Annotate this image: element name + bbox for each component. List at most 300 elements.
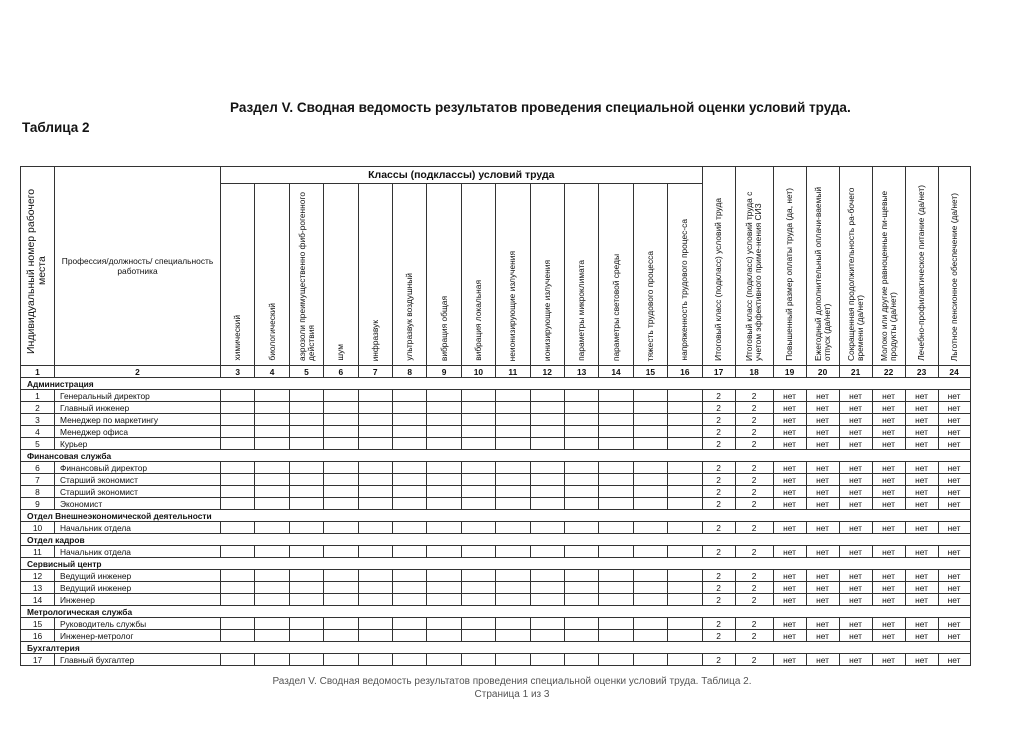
guarantee-flag: нет	[806, 618, 839, 630]
section-row	[21, 642, 971, 654]
section-row	[21, 606, 971, 618]
factor-class-cell	[461, 582, 495, 594]
factor-class-cell	[530, 426, 564, 438]
factor-class-cell	[530, 462, 564, 474]
guarantee-flag: нет	[839, 390, 872, 402]
factor-class-cell	[289, 570, 323, 582]
factor-class-cell	[324, 426, 358, 438]
guarantee-flag: нет	[773, 426, 806, 438]
factor-class-cell	[496, 414, 530, 426]
factor-class-cell	[496, 570, 530, 582]
factor-class-cell	[530, 582, 564, 594]
factor-class-cell	[633, 462, 667, 474]
section-row	[21, 510, 971, 522]
section-title: Отдел кадров	[21, 534, 971, 546]
factor-class-cell	[324, 654, 358, 666]
factor-class-cell	[564, 414, 598, 426]
guarantee-flag: нет	[905, 414, 938, 426]
table-row	[21, 438, 971, 450]
header-row-numbers	[21, 366, 971, 378]
column-number-18: 18	[735, 366, 773, 378]
factor-class-cell	[255, 438, 289, 450]
factor-class-cell	[358, 486, 392, 498]
factor-class-cell	[668, 654, 703, 666]
factor-class-cell	[633, 594, 667, 606]
factor-class-cell	[496, 618, 530, 630]
factor-class-cell	[358, 414, 392, 426]
factor-class-cell	[289, 426, 323, 438]
guarantee-flag: нет	[872, 570, 905, 582]
factor-class-cell	[255, 582, 289, 594]
column-number-16: 16	[668, 366, 703, 378]
guarantee-flag: нет	[872, 498, 905, 510]
factor-class-cell	[427, 582, 461, 594]
guarantee-flag: нет	[839, 570, 872, 582]
factor-class-cell	[496, 474, 530, 486]
factor-class-cell	[324, 582, 358, 594]
factor-class-cell	[496, 654, 530, 666]
guarantee-flag: нет	[905, 402, 938, 414]
factor-class-cell	[255, 414, 289, 426]
workplace-number: 14	[21, 594, 55, 606]
factor-class-cell	[530, 486, 564, 498]
final-class: 2	[702, 462, 735, 474]
workplace-number: 15	[21, 618, 55, 630]
guarantee-flag: нет	[839, 594, 872, 606]
factor-class-cell	[427, 522, 461, 534]
factor-class-cell	[358, 570, 392, 582]
workplace-number: 11	[21, 546, 55, 558]
factor-class-cell	[392, 630, 426, 642]
factor-class-cell	[496, 582, 530, 594]
factor-class-cell	[564, 594, 598, 606]
column-number-15: 15	[633, 366, 667, 378]
factor-class-cell	[427, 426, 461, 438]
header-factor-3: химический	[221, 184, 255, 366]
workplace-number: 16	[21, 630, 55, 642]
table-label: Таблица 2	[22, 120, 90, 135]
guarantee-flag: нет	[872, 414, 905, 426]
factor-class-cell	[324, 618, 358, 630]
final-class: 2	[702, 402, 735, 414]
workplace-number: 13	[21, 582, 55, 594]
header-tail-20: Ежегодный дополнительный оплачи-ваемый отпуск (да/нет)	[806, 167, 839, 366]
factor-class-cell	[221, 522, 255, 534]
factor-class-cell	[221, 390, 255, 402]
factor-class-cell	[599, 414, 633, 426]
factor-class-cell	[633, 390, 667, 402]
table-row	[21, 630, 971, 642]
factor-class-cell	[496, 630, 530, 642]
factor-class-cell	[289, 582, 323, 594]
header-factor-4: биологический	[255, 184, 289, 366]
factor-class-cell	[633, 402, 667, 414]
factor-class-cell	[324, 546, 358, 558]
guarantee-flag: нет	[905, 498, 938, 510]
guarantee-flag: нет	[806, 474, 839, 486]
factor-class-cell	[599, 546, 633, 558]
factor-class-cell	[255, 402, 289, 414]
factor-class-cell	[564, 402, 598, 414]
factor-class-cell	[668, 474, 703, 486]
factor-class-cell	[358, 498, 392, 510]
factor-class-cell	[530, 522, 564, 534]
section-row	[21, 534, 971, 546]
factor-class-cell	[496, 462, 530, 474]
factor-class-cell	[668, 582, 703, 594]
factor-class-cell	[668, 402, 703, 414]
factor-class-cell	[461, 474, 495, 486]
final-class-with-ppe: 2	[735, 426, 773, 438]
guarantee-flag: нет	[773, 462, 806, 474]
guarantee-flag: нет	[806, 414, 839, 426]
factor-class-cell	[358, 654, 392, 666]
factor-class-cell	[599, 582, 633, 594]
final-class: 2	[702, 630, 735, 642]
column-number-6: 6	[324, 366, 358, 378]
guarantee-flag: нет	[839, 522, 872, 534]
table-row	[21, 426, 971, 438]
section-title: Бухгалтерия	[21, 642, 971, 654]
factor-class-cell	[633, 570, 667, 582]
column-number-23: 23	[905, 366, 938, 378]
column-number-20: 20	[806, 366, 839, 378]
factor-class-cell	[461, 402, 495, 414]
header-factor-8: ультразвук воздушный	[392, 184, 426, 366]
factor-class-cell	[427, 546, 461, 558]
factor-class-cell	[633, 438, 667, 450]
profession-name: Курьер	[55, 438, 221, 450]
factor-class-cell	[427, 654, 461, 666]
factor-class-cell	[392, 438, 426, 450]
section-title: Метрологическая служба	[21, 606, 971, 618]
factor-class-cell	[461, 546, 495, 558]
guarantee-flag: нет	[773, 594, 806, 606]
table-row	[21, 522, 971, 534]
guarantee-flag: нет	[839, 462, 872, 474]
factor-class-cell	[221, 594, 255, 606]
factor-class-cell	[221, 498, 255, 510]
factor-class-cell	[530, 390, 564, 402]
guarantee-flag: нет	[872, 522, 905, 534]
workplace-number: 6	[21, 462, 55, 474]
factor-class-cell	[392, 486, 426, 498]
final-class: 2	[702, 498, 735, 510]
factor-class-cell	[599, 426, 633, 438]
profession-name: Старший экономист	[55, 486, 221, 498]
guarantee-flag: нет	[872, 474, 905, 486]
factor-class-cell	[564, 438, 598, 450]
guarantee-flag: нет	[839, 474, 872, 486]
guarantee-flag: нет	[806, 654, 839, 666]
guarantee-flag: нет	[806, 522, 839, 534]
guarantee-flag: нет	[806, 498, 839, 510]
factor-class-cell	[289, 462, 323, 474]
guarantee-flag: нет	[938, 486, 970, 498]
guarantee-flag: нет	[872, 594, 905, 606]
guarantee-flag: нет	[839, 546, 872, 558]
table-row	[21, 474, 971, 486]
factor-class-cell	[392, 462, 426, 474]
factor-class-cell	[633, 654, 667, 666]
factor-class-cell	[427, 390, 461, 402]
profession-name: Начальник отдела	[55, 546, 221, 558]
factor-class-cell	[599, 402, 633, 414]
profession-name: Генеральный директор	[55, 390, 221, 402]
guarantee-flag: нет	[773, 570, 806, 582]
factor-class-cell	[324, 414, 358, 426]
guarantee-flag: нет	[806, 486, 839, 498]
table-row	[21, 462, 971, 474]
table-row	[21, 582, 971, 594]
header-row-top	[21, 167, 971, 184]
profession-name: Ведущий инженер	[55, 570, 221, 582]
guarantee-flag: нет	[872, 462, 905, 474]
factor-class-cell	[668, 414, 703, 426]
factor-class-cell	[427, 630, 461, 642]
section-title: Отдел Внешнеэкономической деятельности	[21, 510, 971, 522]
factor-class-cell	[358, 618, 392, 630]
final-class-with-ppe: 2	[735, 438, 773, 450]
guarantee-flag: нет	[806, 438, 839, 450]
column-number-9: 9	[427, 366, 461, 378]
header-tail-18: Итоговый класс (подкласс) условий труда с учетом эффективного приме-нения СИЗ	[735, 167, 773, 366]
guarantee-flag: нет	[938, 438, 970, 450]
final-class-with-ppe: 2	[735, 390, 773, 402]
table-row	[21, 546, 971, 558]
guarantee-flag: нет	[773, 486, 806, 498]
factor-class-cell	[358, 462, 392, 474]
guarantee-flag: нет	[938, 546, 970, 558]
guarantee-flag: нет	[938, 570, 970, 582]
factor-class-cell	[358, 474, 392, 486]
column-number-11: 11	[496, 366, 530, 378]
factor-class-cell	[392, 546, 426, 558]
factor-class-cell	[289, 618, 323, 630]
factor-class-cell	[599, 618, 633, 630]
factor-class-cell	[599, 462, 633, 474]
factor-class-cell	[289, 594, 323, 606]
guarantee-flag: нет	[806, 630, 839, 642]
factor-class-cell	[633, 498, 667, 510]
factor-class-cell	[564, 462, 598, 474]
table-row	[21, 594, 971, 606]
guarantee-flag: нет	[839, 582, 872, 594]
guarantee-flag: нет	[773, 438, 806, 450]
final-class-with-ppe: 2	[735, 630, 773, 642]
guarantee-flag: нет	[938, 414, 970, 426]
guarantee-flag: нет	[872, 546, 905, 558]
factor-class-cell	[289, 654, 323, 666]
factor-class-cell	[668, 546, 703, 558]
table-row	[21, 654, 971, 666]
final-class-with-ppe: 2	[735, 522, 773, 534]
profession-name: Начальник отдела	[55, 522, 221, 534]
factor-class-cell	[530, 438, 564, 450]
footer-caption: Раздел V. Сводная ведомость результатов проведения специальной оценки условий труда. Таблица 2.	[272, 676, 752, 687]
column-number-24: 24	[938, 366, 970, 378]
summary-table	[20, 166, 971, 666]
factor-class-cell	[392, 654, 426, 666]
factor-class-cell	[427, 594, 461, 606]
factor-class-cell	[358, 390, 392, 402]
profession-name: Руководитель службы	[55, 618, 221, 630]
factor-class-cell	[564, 522, 598, 534]
guarantee-flag: нет	[839, 438, 872, 450]
final-class: 2	[702, 546, 735, 558]
guarantee-flag: нет	[872, 390, 905, 402]
factor-class-cell	[221, 630, 255, 642]
guarantee-flag: нет	[872, 402, 905, 414]
header-tail-17: Итоговый класс (подкласс) условий труда	[702, 167, 735, 366]
factor-class-cell	[392, 582, 426, 594]
factor-class-cell	[530, 654, 564, 666]
profession-name: Экономист	[55, 498, 221, 510]
factor-class-cell	[668, 570, 703, 582]
guarantee-flag: нет	[872, 618, 905, 630]
factor-class-cell	[255, 498, 289, 510]
guarantee-flag: нет	[905, 522, 938, 534]
column-number-17: 17	[702, 366, 735, 378]
factor-class-cell	[358, 630, 392, 642]
guarantee-flag: нет	[872, 582, 905, 594]
factor-class-cell	[289, 486, 323, 498]
factor-class-cell	[530, 402, 564, 414]
factor-class-cell	[289, 474, 323, 486]
factor-class-cell	[668, 522, 703, 534]
factor-class-cell	[633, 546, 667, 558]
factor-class-cell	[668, 630, 703, 642]
header-classes-group: Классы (подклассы) условий труда	[221, 167, 703, 184]
factor-class-cell	[633, 630, 667, 642]
column-number-5: 5	[289, 366, 323, 378]
final-class: 2	[702, 522, 735, 534]
factor-class-cell	[633, 414, 667, 426]
factor-class-cell	[599, 570, 633, 582]
factor-class-cell	[392, 498, 426, 510]
profession-name: Финансовый директор	[55, 462, 221, 474]
column-number-14: 14	[599, 366, 633, 378]
factor-class-cell	[564, 618, 598, 630]
guarantee-flag: нет	[773, 630, 806, 642]
final-class: 2	[702, 570, 735, 582]
guarantee-flag: нет	[806, 390, 839, 402]
header-tail-24: Льготное пенсионное обеспечение (да/нет)	[938, 167, 970, 366]
guarantee-flag: нет	[905, 582, 938, 594]
factor-class-cell	[255, 570, 289, 582]
factor-class-cell	[289, 414, 323, 426]
guarantee-flag: нет	[773, 402, 806, 414]
factor-class-cell	[530, 630, 564, 642]
header-factor-16: напряженность трудового процес-са	[668, 184, 703, 366]
factor-class-cell	[530, 570, 564, 582]
factor-class-cell	[221, 654, 255, 666]
guarantee-flag: нет	[905, 438, 938, 450]
factor-class-cell	[530, 594, 564, 606]
factor-class-cell	[668, 618, 703, 630]
header-tail-19: Повышенный размер оплаты труда (да, нет)	[773, 167, 806, 366]
workplace-number: 17	[21, 654, 55, 666]
factor-class-cell	[496, 594, 530, 606]
factor-class-cell	[255, 522, 289, 534]
final-class-with-ppe: 2	[735, 594, 773, 606]
factor-class-cell	[427, 402, 461, 414]
factor-class-cell	[358, 402, 392, 414]
table-row	[21, 486, 971, 498]
guarantee-flag: нет	[905, 594, 938, 606]
factor-class-cell	[324, 462, 358, 474]
final-class: 2	[702, 618, 735, 630]
profession-name: Инженер	[55, 594, 221, 606]
guarantee-flag: нет	[905, 618, 938, 630]
factor-class-cell	[221, 462, 255, 474]
guarantee-flag: нет	[806, 570, 839, 582]
factor-class-cell	[427, 438, 461, 450]
table-row	[21, 402, 971, 414]
factor-class-cell	[221, 426, 255, 438]
guarantee-flag: нет	[872, 426, 905, 438]
factor-class-cell	[289, 522, 323, 534]
factor-class-cell	[358, 546, 392, 558]
factor-class-cell	[324, 402, 358, 414]
factor-class-cell	[221, 570, 255, 582]
final-class: 2	[702, 414, 735, 426]
factor-class-cell	[599, 630, 633, 642]
guarantee-flag: нет	[872, 438, 905, 450]
factor-class-cell	[427, 462, 461, 474]
header-factor-5: аэрозоли преимущественно фиб-рогенного действия	[289, 184, 323, 366]
workplace-number: 8	[21, 486, 55, 498]
column-number-19: 19	[773, 366, 806, 378]
factor-class-cell	[427, 618, 461, 630]
header-factor-12: ионизирующие излучения	[530, 184, 564, 366]
factor-class-cell	[221, 474, 255, 486]
guarantee-flag: нет	[938, 594, 970, 606]
guarantee-flag: нет	[839, 486, 872, 498]
factor-class-cell	[255, 426, 289, 438]
guarantee-flag: нет	[905, 462, 938, 474]
guarantee-flag: нет	[773, 522, 806, 534]
factor-class-cell	[289, 498, 323, 510]
guarantee-flag: нет	[938, 474, 970, 486]
factor-class-cell	[530, 546, 564, 558]
guarantee-flag: нет	[905, 390, 938, 402]
final-class-with-ppe: 2	[735, 462, 773, 474]
header-factor-9: вибрация общая	[427, 184, 461, 366]
guarantee-flag: нет	[806, 582, 839, 594]
final-class-with-ppe: 2	[735, 618, 773, 630]
guarantee-flag: нет	[905, 426, 938, 438]
factor-class-cell	[392, 522, 426, 534]
final-class: 2	[702, 654, 735, 666]
workplace-number: 7	[21, 474, 55, 486]
factor-class-cell	[255, 546, 289, 558]
column-number-3: 3	[221, 366, 255, 378]
factor-class-cell	[530, 498, 564, 510]
table-row	[21, 618, 971, 630]
factor-class-cell	[564, 498, 598, 510]
column-number-13: 13	[564, 366, 598, 378]
factor-class-cell	[392, 414, 426, 426]
factor-class-cell	[392, 426, 426, 438]
profession-name: Менеджер офиса	[55, 426, 221, 438]
final-class-with-ppe: 2	[735, 414, 773, 426]
factor-class-cell	[289, 438, 323, 450]
factor-class-cell	[668, 594, 703, 606]
header-tail-22: Молоко или другие равноценные пи-щевые продукты (да/нет)	[872, 167, 905, 366]
factor-class-cell	[324, 570, 358, 582]
factor-class-cell	[599, 390, 633, 402]
